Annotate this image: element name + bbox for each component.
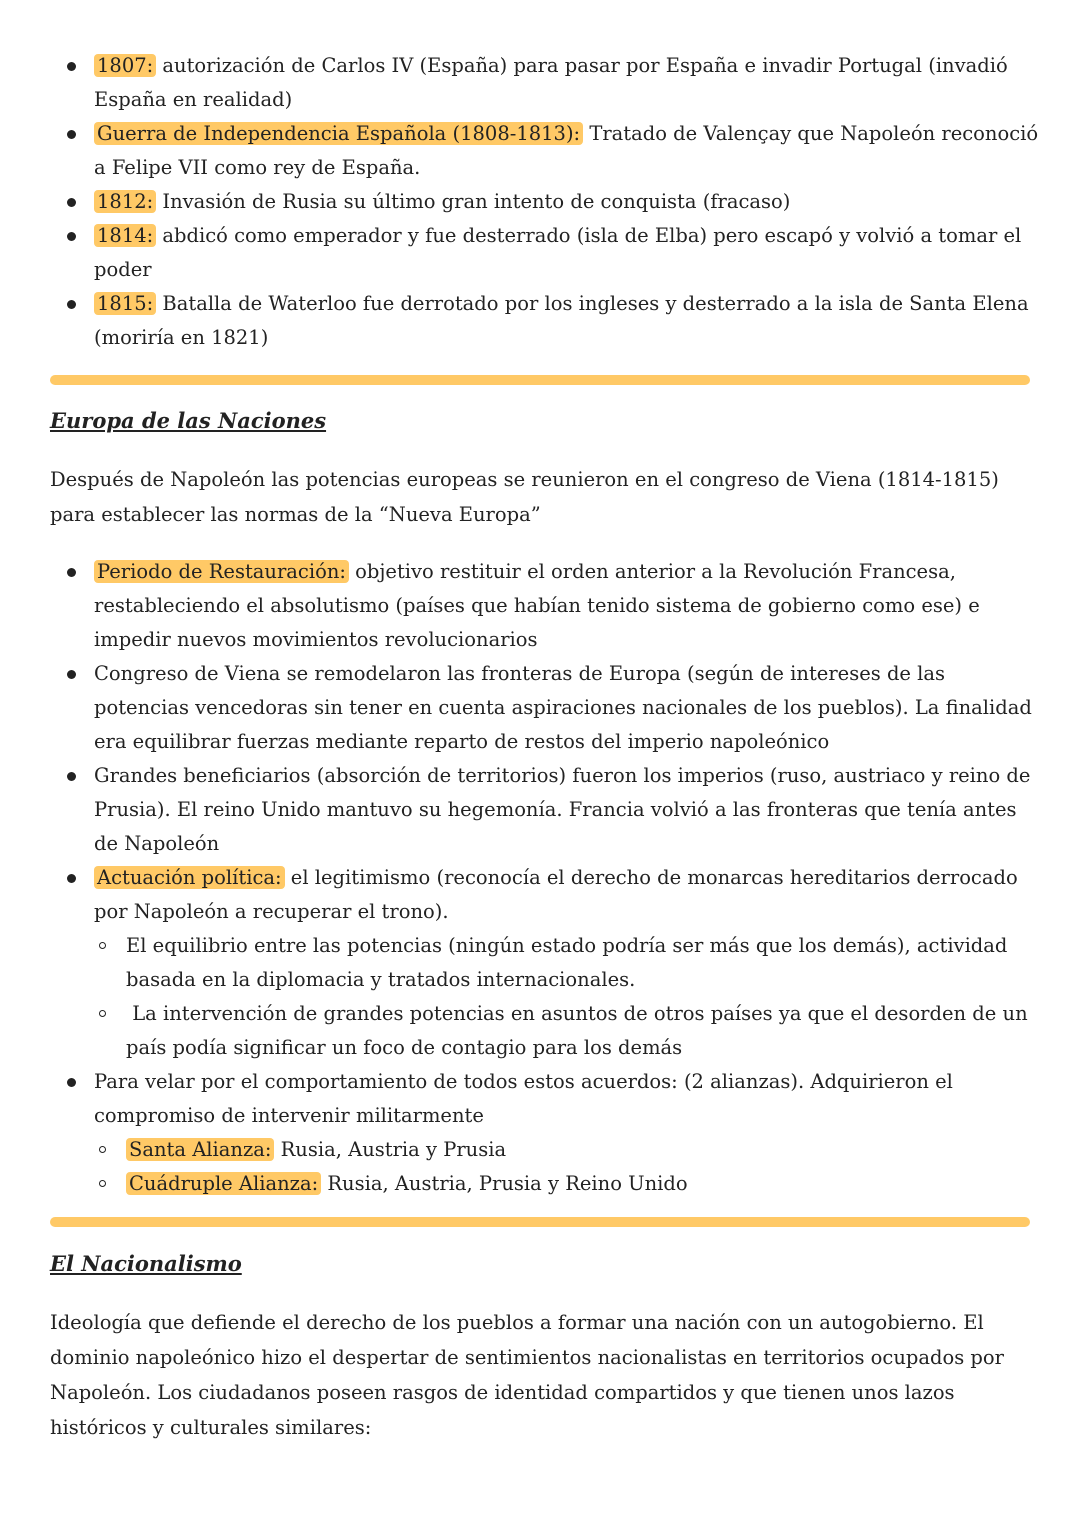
highlight-label: 1812: — [94, 190, 156, 213]
list-item — [50, 555, 1040, 657]
section-title-nacionalismo: El Nacionalismo — [50, 1251, 242, 1276]
sub-list-item — [94, 1133, 1040, 1167]
sub-item-text: La intervención de grandes potencias en asuntos de otros países ya que el desorden de un país podía significar un foco de contagio para los demás — [126, 1002, 1034, 1059]
bullet-icon — [67, 772, 76, 781]
item-text: objetivo restituir el orden anterior a la Revolución Francesa, restableciendo el absolutismo (países que habían tenido sistema de gobierno como ese) e impedir nuevos movimientos revolucionarios — [94, 560, 980, 651]
highlight-label: 1814: — [94, 224, 156, 247]
bullet-icon — [67, 300, 76, 309]
bullet-icon — [67, 198, 76, 207]
bullet-icon — [67, 62, 76, 71]
item-text: Invasión de Rusia su último gran intento de conquista (fracaso) — [156, 190, 791, 213]
sub-list-item — [94, 929, 1040, 997]
highlight-label: Santa Alianza: — [126, 1138, 274, 1161]
list-item — [50, 185, 1040, 219]
bullet-icon — [67, 232, 76, 241]
bullet-icon — [67, 670, 76, 679]
circle-bullet-icon — [99, 1180, 106, 1187]
napoleon-events-list — [50, 49, 1040, 355]
item-text: el legitimismo (reconocía el derecho de monarcas hereditarios derrocado por Napoleón a recuperar el trono). — [94, 866, 1018, 923]
sub-item-text: Rusia, Austria, Prusia y Reino Unido — [321, 1172, 688, 1195]
section-title-europa: Europa de las Naciones — [50, 408, 327, 433]
bullet-icon — [67, 130, 76, 139]
list-item — [50, 49, 1040, 117]
sub-list — [94, 1133, 1040, 1201]
item-text: Para velar por el comportamiento de todos estos acuerdos: (2 alianzas). Adquirieron el compromiso de intervenir militarmente — [94, 1070, 953, 1127]
item-text: abdicó como emperador y fue desterrado (isla de Elba) pero escapó y volvió a tomar el poder — [94, 224, 1022, 281]
list-item — [50, 287, 1040, 355]
highlight-label: 1815: — [94, 292, 156, 315]
list-item — [50, 657, 1040, 759]
list-item — [50, 861, 1040, 1065]
item-text: autorización de Carlos IV (España) para pasar por España e invadir Portugal (invadió España en realidad) — [94, 54, 1008, 111]
item-text: Grandes beneficiarios (absorción de territorios) fueron los imperios (ruso, austriaco y reino de Prusia). El reino Unido mantuvo su hegemonía. Francia volvió a las fronteras que tenía antes de Napoleón — [94, 764, 1031, 855]
highlight-label: Cuádruple Alianza: — [126, 1172, 321, 1195]
europa-list — [50, 555, 1040, 1201]
highlight-label: Actuación política: — [94, 866, 285, 889]
europa-intro-paragraph: Después de Napoleón las potencias europeas se reunieron en el congreso de Viena (1814-1815) para establecer las normas de la “Nueva Europa” — [50, 468, 999, 526]
sub-list-item — [94, 997, 1040, 1065]
item-text: Congreso de Viena se remodelaron las fronteras de Europa (según de intereses de las potencias vencedoras sin tener en cuenta aspiraciones nacionales de los pueblos). La finalidad era equilibrar fuerzas mediante reparto de restos del imperio napoleónico — [94, 662, 1032, 753]
list-item — [50, 219, 1040, 287]
bullet-icon — [67, 568, 76, 577]
section-divider — [50, 375, 1030, 385]
highlight-label: 1807: — [94, 54, 156, 77]
list-item — [50, 1065, 1040, 1201]
bullet-icon — [67, 1078, 76, 1087]
list-item — [50, 759, 1040, 861]
item-text: Batalla de Waterloo fue derrotado por los ingleses y desterrado a la isla de Santa Elena (moriría en 1821) — [94, 292, 1029, 349]
sub-list-item — [94, 1167, 1040, 1201]
circle-bullet-icon — [99, 1010, 106, 1017]
section-divider — [50, 1217, 1030, 1227]
bullet-icon — [67, 874, 76, 883]
highlight-label: Periodo de Restauración: — [94, 560, 349, 583]
highlight-label: Guerra de Independencia Española (1808-1813): — [94, 122, 583, 145]
sub-item-text: Rusia, Austria y Prusia — [274, 1138, 507, 1161]
sub-list — [94, 929, 1040, 1065]
item-text: Tratado de Valençay que Napoleón reconoció a Felipe VII como rey de España. — [94, 122, 1039, 179]
circle-bullet-icon — [99, 1146, 106, 1153]
sub-item-text: El equilibrio entre las potencias (ningún estado podría ser más que los demás), actividad basada en la diplomacia y tratados internacionales. — [126, 934, 1008, 991]
list-item — [50, 117, 1040, 185]
circle-bullet-icon — [99, 942, 106, 949]
nacionalismo-intro-paragraph: Ideología que defiende el derecho de los pueblos a formar una nación con un autogobierno. El dominio napoleónico hizo el despertar de sentimientos nacionalistas en territorios ocupados por Napoleón. Los ciudadanos poseen rasgos de identidad compartidos y que tienen unos lazos históricos y culturales similares: — [50, 1311, 1004, 1439]
